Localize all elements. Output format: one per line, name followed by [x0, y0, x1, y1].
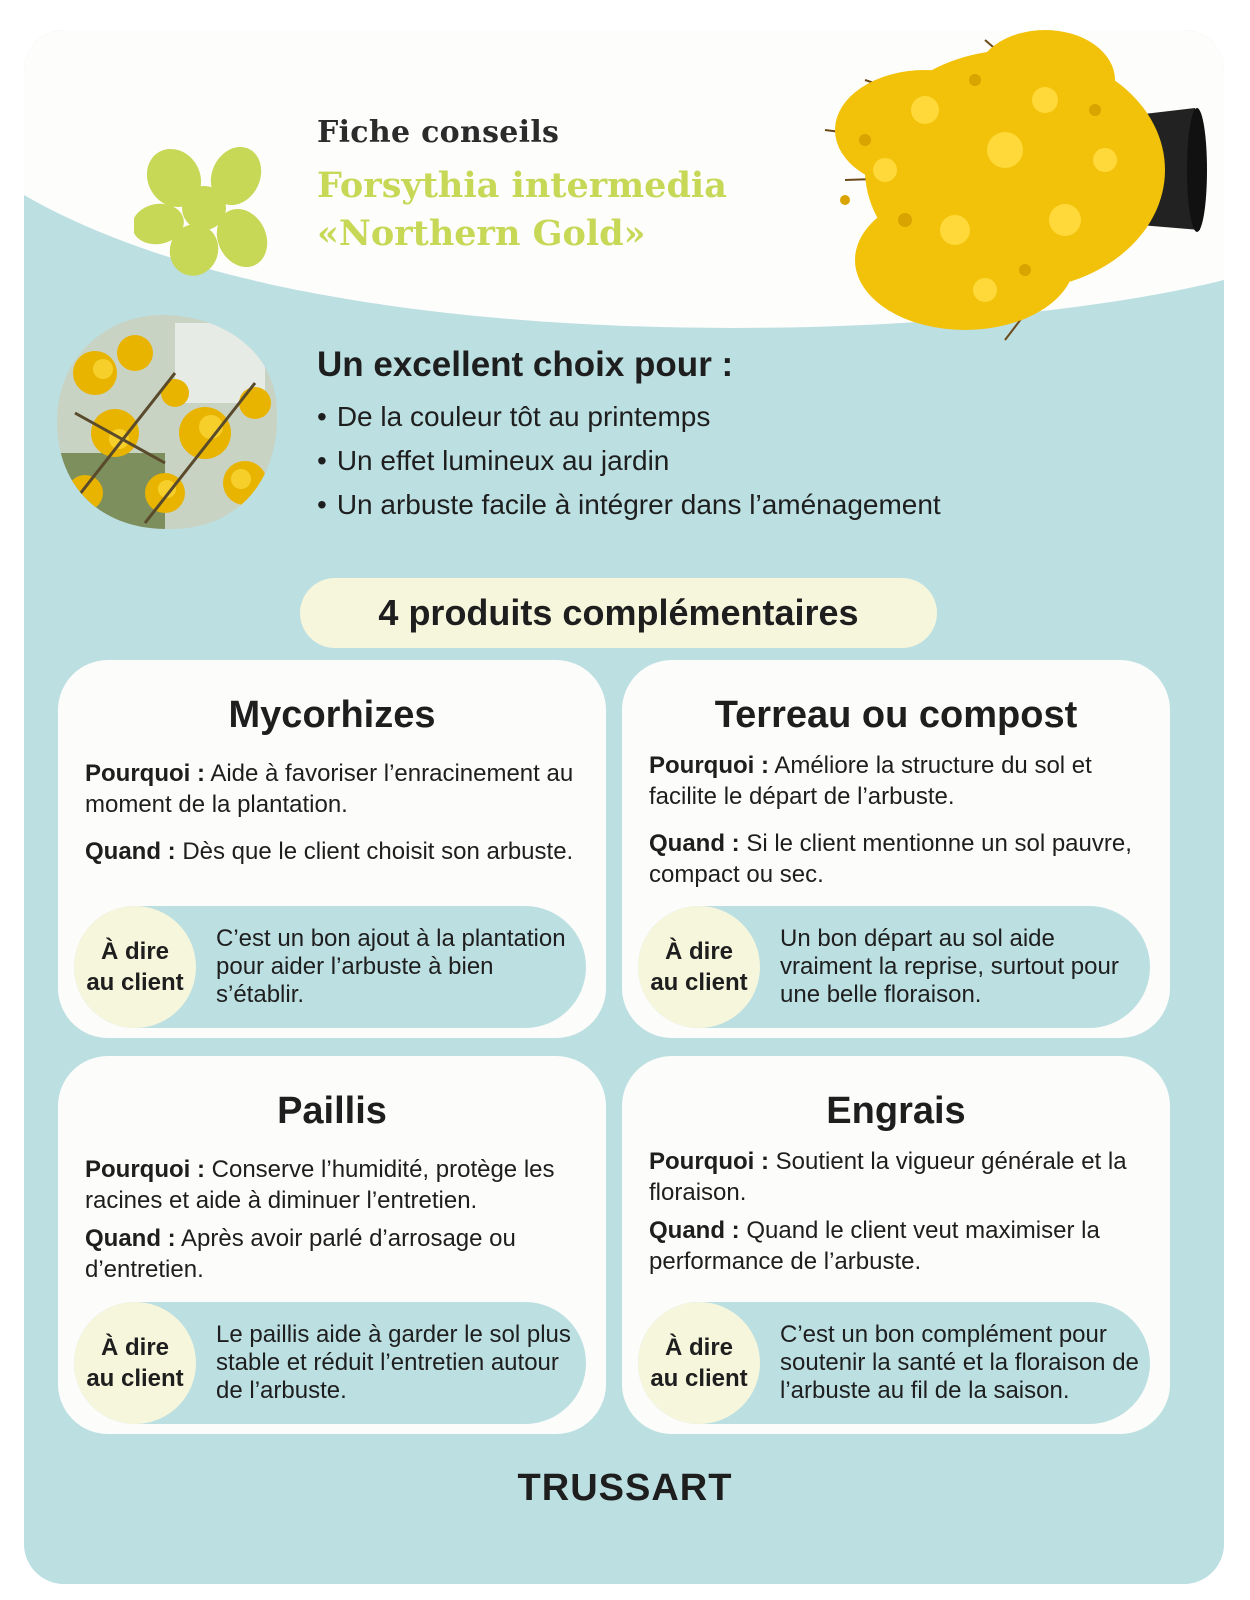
excellent-choice-title: Un excellent choix pour : [317, 345, 734, 384]
flower-logo-icon [134, 138, 274, 278]
header-titles [317, 115, 797, 258]
quand-label: Quand : [649, 1217, 740, 1244]
pourquoi-text: Soutient la vigueur générale et la floraison. [649, 1148, 1127, 1206]
card-title: Engrais [826, 1090, 966, 1132]
list-item: • Un arbuste facile à intégrer dans l’aménagement [317, 483, 1197, 527]
forsythia-shrub-in-pot [805, 30, 1224, 365]
card-pourquoi [649, 750, 1154, 812]
species-name-line1: Forsythia intermedia [317, 165, 727, 206]
say-to-client-badge [638, 906, 760, 1028]
pourquoi-text: Améliore la structure du sol et facilite le départ de l’arbuste. [649, 752, 1092, 810]
brand-logo-text: TRUSSART [517, 1467, 733, 1509]
quand-text: Après avoir parlé d’arrosage ou d’entretien. [85, 1225, 516, 1283]
badge-line2: au client [86, 1365, 184, 1392]
products-heading: 4 produits complémentaires [300, 578, 937, 648]
pourquoi-label: Pourquoi : [85, 1156, 205, 1183]
quand-label: Quand : [85, 1225, 176, 1252]
say-to-client-badge [74, 906, 196, 1028]
client-quote: C’est un bon complément pour soutenir la santé et la floraison de l’arbuste au fil de la saison. [780, 1321, 1139, 1404]
card-quand [85, 836, 590, 867]
client-quote: Le paillis aide à garder le sol plus stable et réduit l’entretien autour de l’arbuste. [216, 1321, 571, 1404]
client-quote: C’est un bon ajout à la plantation pour aider l’arbuste à bien s’établir. [216, 925, 566, 1008]
product-card-mycorhizes [58, 660, 606, 1038]
quand-label: Quand : [85, 838, 176, 865]
excellent-choice-section [317, 345, 1197, 527]
pourquoi-text: Aide à favoriser l’enracinement au moment de la plantation. [85, 760, 574, 818]
kicker: Fiche conseils [317, 115, 560, 150]
forsythia-blossoms-photo [55, 313, 280, 533]
product-card-engrais [622, 1056, 1170, 1434]
product-card-paillis [58, 1056, 606, 1434]
quand-text: Dès que le client choisit son arbuste. [182, 838, 574, 865]
species-name-line2: «Northern Gold» [317, 213, 646, 254]
card-pourquoi [649, 1146, 1154, 1208]
quand-text: Si le client mentionne un sol pauvre, compact ou sec. [649, 830, 1132, 888]
pourquoi-label: Pourquoi : [649, 752, 769, 779]
card-title: Terreau ou compost [714, 694, 1078, 736]
say-to-client-bubble [638, 906, 1150, 1028]
badge-line1: À dire [100, 1334, 169, 1361]
say-to-client-badge [74, 1302, 196, 1424]
badge-line1: À dire [664, 938, 733, 965]
pourquoi-label: Pourquoi : [649, 1148, 769, 1175]
say-to-client-bubble [638, 1302, 1150, 1424]
list-item: • De la couleur tôt au printemps [317, 395, 1197, 439]
product-card-terreau [622, 660, 1170, 1038]
card-pourquoi [85, 1154, 590, 1216]
say-to-client-bubble [74, 906, 586, 1028]
card-quand [649, 1215, 1154, 1277]
card-title: Paillis [277, 1090, 387, 1132]
badge-line2: au client [650, 969, 748, 996]
card-quand [85, 1223, 590, 1285]
badge-line2: au client [86, 969, 184, 996]
badge-line2: au client [650, 1365, 748, 1392]
pourquoi-text: Conserve l’humidité, protège les racines et aide à diminuer l’entretien. [85, 1156, 555, 1214]
client-quote: Un bon départ au sol aide vraiment la reprise, surtout pour une belle floraison. [780, 925, 1119, 1008]
badge-line1: À dire [664, 1334, 733, 1361]
quand-text: Quand le client veut maximiser la performance de l’arbuste. [649, 1217, 1100, 1275]
excellent-choice-list [317, 395, 1197, 527]
card-pourquoi [85, 758, 590, 820]
badge-line1: À dire [100, 938, 169, 965]
card-quand [649, 828, 1154, 890]
quand-label: Quand : [649, 830, 740, 857]
pourquoi-label: Pourquoi : [85, 760, 205, 787]
say-to-client-bubble [74, 1302, 586, 1424]
list-item: • Un effet lumineux au jardin [317, 439, 1197, 483]
card-title: Mycorhizes [228, 694, 436, 736]
say-to-client-badge [638, 1302, 760, 1424]
